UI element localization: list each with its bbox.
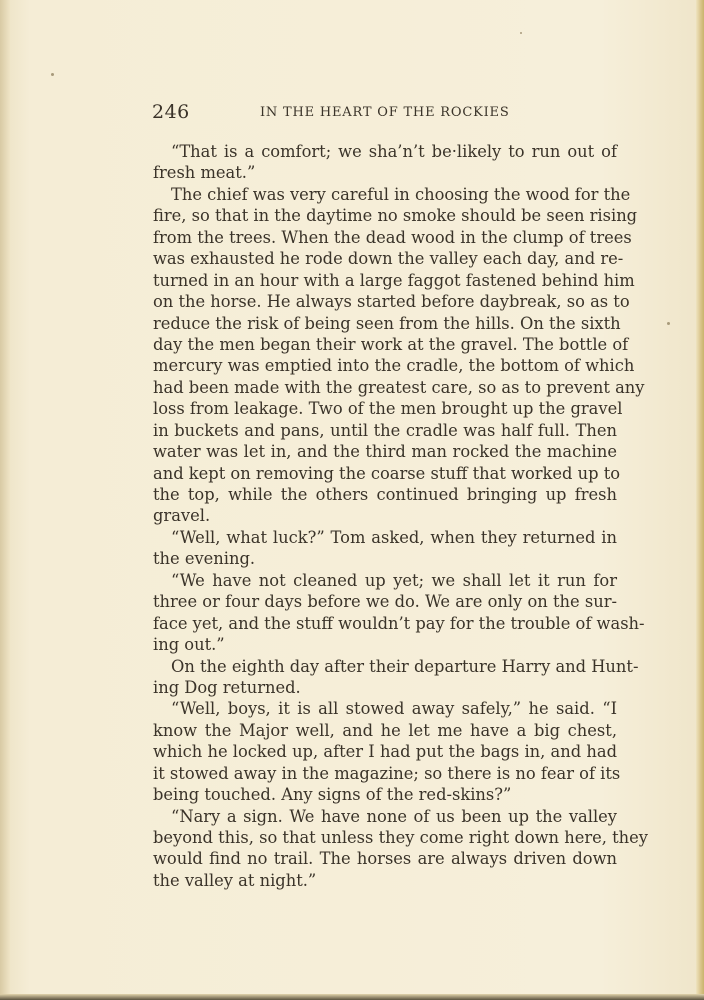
running-title: IN THE HEART OF THE ROCKIES <box>260 105 510 120</box>
text-line: reduce the risk of being seen from the hills. On the sixth <box>153 313 621 333</box>
page-right-edge <box>696 0 704 1000</box>
text-line: “Well, what luck?” Tom asked, when they returned in <box>171 527 617 547</box>
text-line: it stowed away in the magazine; so there is no fear of its <box>153 763 621 783</box>
text-line: The chief was very careful in choosing the wood for the <box>171 184 631 204</box>
text-line: being touched. Any signs of the red-skins?” <box>153 785 512 805</box>
text-line: face yet, and the stuff wouldn’t pay for the trouble of wash- <box>153 613 645 633</box>
text-line: and kept on removing the coarse stuff that worked up to <box>153 463 621 483</box>
text-line: On the eighth day after their departure Harry and Hunt- <box>171 656 639 676</box>
page-bottom-edge <box>0 994 704 1000</box>
text-line: know the Major well, and he let me have a big chest, <box>153 720 617 740</box>
text-line: fire, so that in the daytime no smoke should be seen rising <box>153 206 638 226</box>
text-line: water was let in, and the third man rocked the machine <box>153 442 617 462</box>
text-line: which he locked up, after I had put the bags in, and had <box>153 742 617 762</box>
text-line: the evening. <box>153 549 256 569</box>
text-line: “That is a comfort; we sha’n’t be·likely to run out of <box>171 142 617 161</box>
text-line: beyond this, so that unless they come right down here, they <box>153 828 648 847</box>
text-line: ing out.” <box>153 635 225 655</box>
text-line: fresh meat.” <box>153 163 256 183</box>
text-line: mercury was emptied into the cradle, the bottom of which <box>153 356 635 376</box>
text-line: on the horse. He always started before daybreak, so as to <box>153 292 630 312</box>
paper-speck <box>667 322 670 325</box>
text-line: three or four days before we do. We are only on the sur- <box>153 592 617 612</box>
text-line: “Nary a sign. We have none of us been up the valley <box>171 806 617 826</box>
text-line: turned in an hour with a large faggot fastened behind him <box>153 270 635 290</box>
text-line: the top, while the others continued bringing up fresh <box>153 485 617 504</box>
text-line: had been made with the greatest care, so as to prevent any <box>153 377 645 397</box>
paper-speck <box>520 32 522 34</box>
text-line: “Well, boys, it is all stowed away safely,” he said. “I <box>171 699 617 719</box>
paper-speck <box>51 73 54 76</box>
body-text <box>153 141 648 891</box>
text-line: the valley at night.” <box>153 870 317 890</box>
text-line: in buckets and pans, until the cradle was half full. Then <box>153 420 617 440</box>
page-binding-shadow <box>0 0 10 1000</box>
text-line: from the trees. When the dead wood in the clump of trees <box>153 227 632 247</box>
text-line: “We have not cleaned up yet; we shall let it run for <box>171 570 617 590</box>
text-line: day the men began their work at the gravel. The bottle of <box>153 334 629 354</box>
running-head <box>152 101 622 123</box>
page-number: 246 <box>152 101 190 123</box>
text-line: would find no trail. The horses are always driven down <box>153 849 617 869</box>
text-line: ing Dog returned. <box>153 677 301 697</box>
text-line: gravel. <box>153 506 211 526</box>
text-line: was exhausted he rode down the valley each day, and re- <box>153 249 624 269</box>
text-line: loss from leakage. Two of the men brought up the gravel <box>153 399 623 419</box>
